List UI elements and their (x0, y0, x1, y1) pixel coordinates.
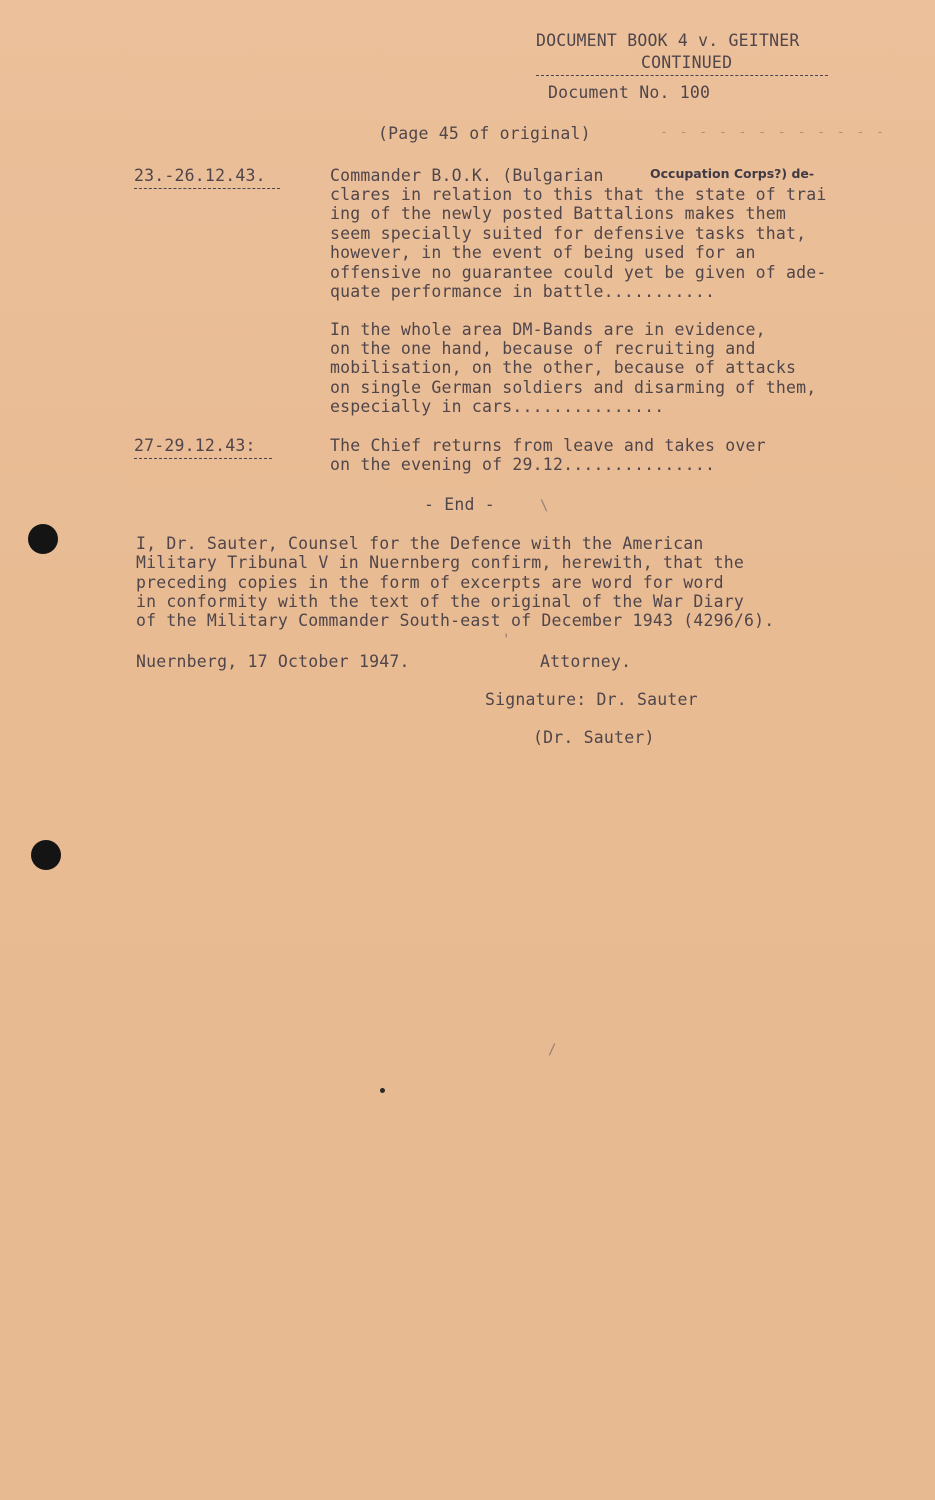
attorney-label: Attorney. (540, 652, 632, 671)
speck-mark (380, 1088, 385, 1093)
entry-line: ing of the newly posted Battalions makes them (330, 204, 787, 223)
entry-line: offensive no guarantee could yet be given of ade- (330, 263, 827, 282)
entry-line: especially in cars............... (330, 397, 665, 416)
entry-line: The Chief returns from leave and takes over (330, 436, 766, 455)
entry-line: clares in relation to this that the state of trai (330, 185, 827, 204)
date-underline (134, 458, 272, 459)
date-underline (134, 188, 280, 189)
entry-date: 23.-26.12.43. (134, 166, 266, 185)
end-marker: - End - (424, 495, 495, 514)
entry-date: 27-29.12.43: (134, 436, 256, 455)
entry-line: on the one hand, because of recruiting and (330, 339, 756, 358)
stray-mark: \ (540, 498, 549, 514)
page-reference: (Page 45 of original) (378, 124, 591, 143)
printed-name: (Dr. Sauter) (533, 728, 655, 747)
stray-mark: / (548, 1042, 557, 1058)
document-number: Document No. 100 (548, 83, 711, 102)
certification-line: preceding copies in the form of excerpts are word for word (136, 573, 724, 592)
entry-line: seem specially suited for defensive tasks that, (330, 224, 807, 243)
certification-line: of the Military Commander South-east of December 1943 (4296/6). (136, 611, 775, 630)
entry-line: In the whole area DM-Bands are in evidence, (330, 320, 766, 339)
certification-line: in conformity with the text of the original of the War Diary (136, 592, 745, 611)
entry-line: on single German soldiers and disarming of them, (330, 378, 817, 397)
signature-line: Signature: Dr. Sauter (485, 690, 698, 709)
entry-line: on the evening of 29.12............... (330, 455, 716, 474)
document-book-title: DOCUMENT BOOK 4 v. GEITNER (536, 31, 800, 50)
entry-line: mobilisation, on the other, because of attacks (330, 358, 797, 377)
entry-line: quate performance in battle........... (330, 282, 716, 301)
stray-mark: ' (502, 632, 511, 648)
punch-hole (28, 524, 58, 554)
certification-line: I, Dr. Sauter, Counsel for the Defence with the American (136, 534, 704, 553)
certification-line: Military Tribunal V in Nuernberg confirm, herewith, that the (136, 553, 745, 572)
continued-label: CONTINUED (641, 53, 733, 72)
punch-hole (31, 840, 61, 870)
entry-line: however, in the event of being used for an (330, 243, 756, 262)
place-date: Nuernberg, 17 October 1947. (136, 652, 410, 671)
faint-dashes: - - - - - - - - - - - - (660, 125, 887, 140)
handwritten-insert: Occupation Corps?) de- (650, 166, 815, 181)
header-divider (536, 75, 828, 76)
entry-line: Commander B.O.K. (Bulgarian (330, 166, 614, 185)
